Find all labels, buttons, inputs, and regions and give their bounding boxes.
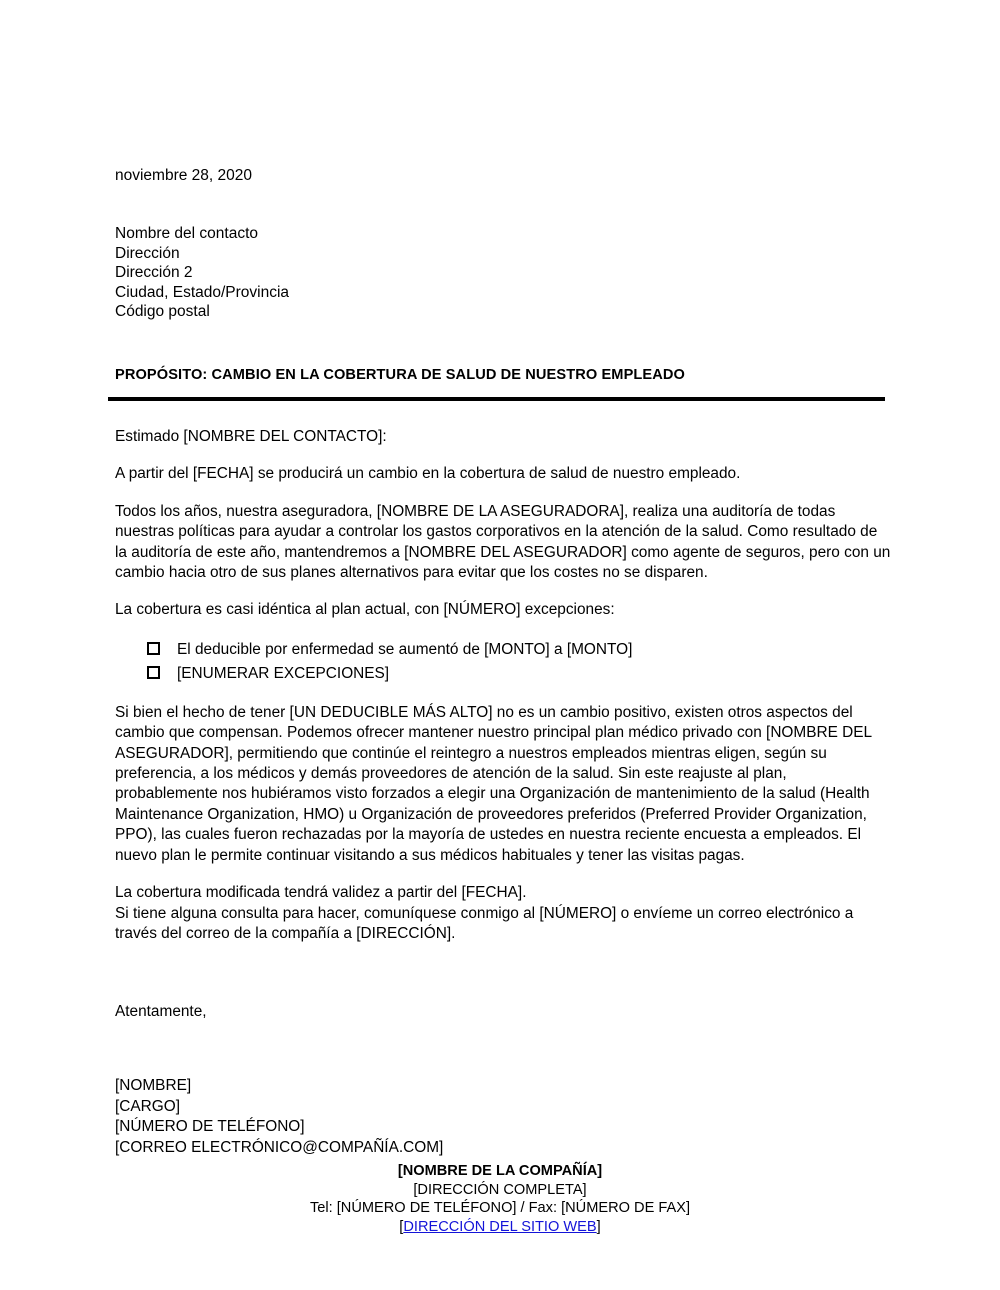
recipient-line-postal-code: Código postal [115,303,210,321]
paragraph-coverage-effective: La cobertura modificada tendrá validez a partir del [FECHA]. [115,884,527,902]
recipient-line-city-state: Ciudad, Estado/Provincia [115,283,290,301]
page-footer [0,1162,1000,1236]
checkbox-square-icon [147,642,160,655]
paragraph-contact-info: Si tiene alguna consulta para hacer, comuníquese conmigo al [NÚMERO] o envíeme un correo electrónico a través del correo de la compañía a [DIRECCIÓN]. [115,904,854,942]
recipient-line-address-2: Dirección 2 [115,264,193,282]
paragraph-audit: Todos los años, nuestra aseguradora, [NOMBRE DE LA ASEGURADORA], realiza una auditoría de todas nuestras políticas para ayudar a controlar los gastos corporativos en la atención de la salud. Como resultado de la auditoría de este año, mantendremos a [NOMBRE DEL ASEGURADOR] como agente de seguros, pero con un cambio hacia otro de sus planes alternativos para evitar que los costes no se disparen. [115,502,891,582]
paragraph-plan-rationale: Si bien el hecho de tener [UN DEDUCIBLE MÁS ALTO] no es un cambio positivo, existen otros aspectos del cambio que compensan. Podemos ofrecer mantener nuestro principal plan médico privado con [NOMBRE DEL ASEGURADOR], permitiendo que continúe el reintegro a nuestros empleados mientras eligen, según su preferencia, a los médicos y demás proveedores de atención de la salud. Sin este reajuste al plan, probablemente nos hubiéramos visto forzados a elegir una Organización de mantenimiento de la salud (Health Maintenance Organization, HMO) u Organización de proveedores preferidos (Preferred Provider Organization, PPO), las cuales fueron rechazadas por la mayoría de ustedes en nuestra reciente encuesta a empleados. El nuevo plan le permite continuar visitando a sus médicos habituales y tener las visitas pagas. [115,703,872,864]
exceptions-list [115,638,893,686]
letter-date: noviembre 28, 2020 [115,167,253,184]
footer-bracket-close: ] [596,1218,601,1235]
list-item [115,638,893,662]
signature-block [115,1076,443,1158]
footer-contact: Tel: [NÚMERO DE TELÉFONO] / Fax: [NÚMERO DE FAX] [309,1200,691,1217]
footer-company-name: [NOMBRE DE LA COMPAÑÍA] [397,1163,603,1179]
list-item-label: El deducible por enfermedad se aumentó de [MONTO] a [MONTO] [177,640,633,658]
signature-name: [NOMBRE] [115,1077,192,1094]
signature-email: [CORREO ELECTRÓNICO@COMPAÑÍA.COM] [115,1138,444,1156]
footer-bracket-open: [ [399,1218,404,1235]
recipient-address-block [115,224,289,322]
letter-content [115,427,893,961]
heading-divider-rule [108,397,885,401]
footer-address: [DIRECCIÓN COMPLETA] [413,1181,587,1198]
recipient-line-name: Nombre del contacto [115,225,259,242]
paragraph-exceptions-intro: La cobertura es casi idéntica al plan actual, con [NÚMERO] excepciones: [115,601,615,619]
footer-website-line [0,1218,1000,1237]
signature-title: [CARGO] [115,1097,180,1115]
paragraph-effective-date: A partir del [FECHA] se producirá un cambio en la cobertura de salud de nuestro empleado. [115,465,741,483]
list-item-label: [ENUMERAR EXCEPCIONES] [177,664,390,682]
signature-phone: [NÚMERO DE TELÉFONO] [115,1118,305,1136]
footer-website-link[interactable]: DIRECCIÓN DEL SITIO WEB [403,1218,597,1235]
checkbox-square-icon [147,666,160,679]
signoff: Atentamente, [115,1003,207,1020]
salutation: Estimado [NOMBRE DEL CONTACTO]: [115,428,387,445]
purpose-heading: PROPÓSITO: CAMBIO EN LA COBERTURA DE SALUD DE NUESTRO EMPLEADO [115,367,685,383]
recipient-line-address-1: Dirección [115,244,180,262]
list-item [115,662,893,686]
